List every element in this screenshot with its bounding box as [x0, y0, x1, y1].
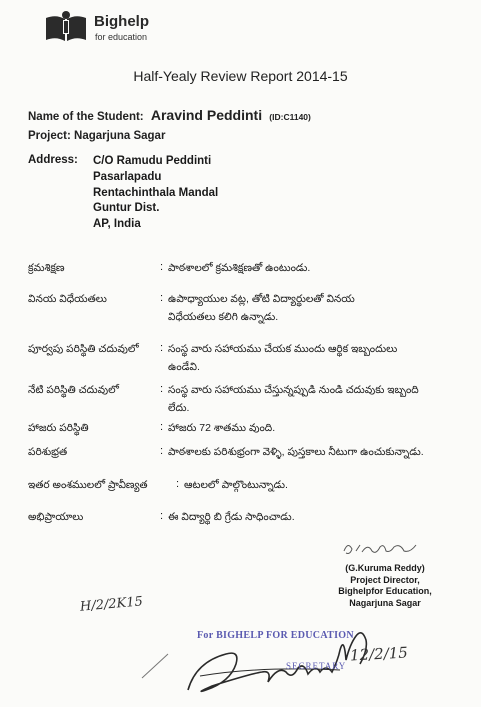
address-line: AP, India	[93, 218, 141, 231]
project-field	[28, 130, 165, 142]
project-label: Project:	[28, 130, 71, 142]
row-value-attendance: హాజరు 72 శాతము వుంది.	[168, 422, 276, 434]
director-title: Project Director,	[350, 574, 420, 585]
address-label: Address:	[28, 154, 78, 166]
bighelp-logo	[44, 10, 174, 46]
address-line: Rentachinthala Mandal	[93, 186, 219, 199]
director-signature	[340, 539, 420, 559]
logo-name: Bighelp	[94, 13, 149, 30]
row-colon: :	[160, 445, 164, 457]
row-label-opinions: అభిప్రాయాలు	[28, 511, 84, 523]
row-value-cleanliness: పాఠశాలకు పరిశుభ్రంగా వెళ్ళి, పుస్తకాలు నీటుగా ఉంచుకున్నాడు.	[168, 446, 424, 458]
row-colon: :	[160, 261, 164, 273]
row-value-discipline: పాఠశాలలో క్రమశిక్షణతో ఉంటుండు.	[168, 262, 311, 274]
row-label-cleanliness: పరిశుభ్రత	[28, 446, 68, 458]
director-details	[300, 563, 470, 609]
pen-stroke	[140, 650, 170, 680]
director-name: (G.Kuruma Reddy)	[345, 563, 425, 573]
row-colon: :	[160, 383, 164, 395]
row-label-obedience: వినయ విధేయతలు	[28, 293, 107, 305]
stamp-organization: For BIGHELP FOR EDUCATION	[197, 630, 354, 641]
row-label-attendance: హాజరు పరిస్థితి	[28, 422, 89, 434]
student-name-field	[28, 107, 311, 123]
student-label: Name of the Student:	[28, 111, 144, 123]
student-id: (ID:C1140)	[269, 112, 311, 122]
stamp-title: SECRETARY	[286, 661, 347, 671]
row-colon: :	[160, 292, 164, 304]
report-title: Half-Yealy Review Report 2014-15	[133, 68, 348, 84]
row-label-discipline: క్రమశిక్షణ	[28, 262, 65, 274]
row-label-past-condition: పూర్వపు పరిస్థితి చదువులో	[28, 343, 139, 355]
row-colon: :	[160, 421, 164, 433]
row-value-present-condition: సంస్థ వారు సహాయము చేస్తున్నప్పుడి నుండి చదువుకు ఇబ్బంది లేదు.	[168, 384, 419, 414]
row-colon: :	[160, 342, 164, 354]
handwritten-date-right: 12/2/15	[349, 643, 409, 665]
director-location: Nagarjuna Sagar	[349, 597, 421, 608]
row-colon: :	[176, 478, 180, 490]
address-line: Guntur Dist.	[93, 202, 160, 215]
handwritten-date-left: H/2/2K15	[79, 594, 144, 615]
book-person-icon	[44, 10, 88, 44]
row-label-present-condition: నేటి పరిస్థితి చదువులో	[28, 384, 119, 396]
logo-tagline: for education	[95, 32, 148, 42]
row-value-opinions: ఈ విద్యార్థి బి గ్రేడు సాధించాడు.	[168, 511, 295, 523]
row-value-obedience: ఉపాధ్యాయుల వట్ల, తోటి విద్యార్థులతో వినయ విధేయతలు కలిగి ఉన్నాడు.	[168, 293, 355, 323]
director-organization: Bighelpfor Education,	[338, 586, 432, 596]
row-value-other-skills: ఆటలలో పాల్గొంటున్నాడు.	[184, 479, 288, 491]
row-value-past-condition: సంస్థ వారు సహాయము చేయక ముందు ఆర్థిక ఇబ్బందులు ఉండేవి.	[168, 343, 398, 373]
project-value: Nagarjuna Sagar	[74, 130, 166, 142]
address-line: C/O Ramudu Peddinti	[93, 155, 212, 167]
address-line: Pasarlapadu	[93, 170, 162, 183]
row-label-other-skills: ఇతర అంశములలో ప్రావీణ్యత	[28, 479, 148, 491]
row-colon: :	[160, 510, 164, 522]
address-block	[93, 154, 218, 233]
student-name: Aravind Peddinti	[150, 107, 263, 123]
